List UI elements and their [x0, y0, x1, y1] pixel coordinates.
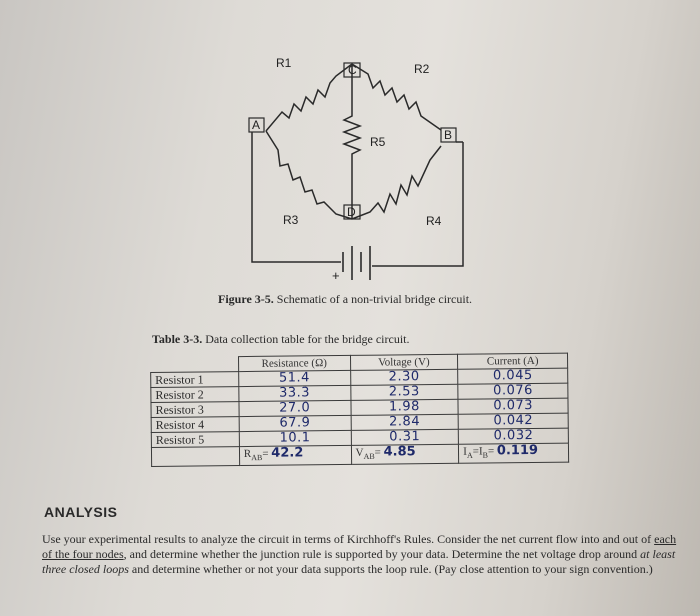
- current-value: 0.045: [492, 367, 533, 384]
- label-r2: R2: [414, 62, 430, 76]
- voltage-value: 2.84: [389, 414, 421, 430]
- resistor-r3: [266, 131, 352, 219]
- label-r3: R3: [283, 213, 299, 227]
- label-r4: R4: [426, 214, 442, 228]
- label-node-a: A: [252, 118, 261, 132]
- row-label: Resistor 3: [151, 402, 239, 418]
- total-resistance-value: 42.2: [271, 445, 304, 461]
- row-label: Resistor 4: [151, 417, 239, 433]
- label-r1: R1: [276, 56, 292, 70]
- table-caption-number: Table 3-3.: [152, 332, 203, 346]
- header-resistance: Resistance (Ω): [238, 355, 350, 371]
- underlined-phrase: each of the four nodes: [42, 532, 677, 561]
- row-label: Resistor 1: [151, 372, 239, 388]
- resistor-r5: [344, 64, 360, 219]
- data-collection-table: [150, 353, 569, 468]
- total-current-cell: $I_A=I_B= 0.119$: [459, 443, 569, 463]
- total-current-value: 0.119: [496, 442, 539, 459]
- current-value: 0.076: [493, 382, 533, 399]
- analysis-heading: ANALYSIS: [44, 504, 118, 520]
- label-node-d: D: [347, 205, 356, 219]
- total-voltage-cell: $V_{AB}= 4.85$: [351, 444, 459, 464]
- table-totals-row: [151, 443, 568, 467]
- label-r5: R5: [370, 135, 386, 149]
- resistor-r1: [266, 64, 352, 131]
- bridge-circuit-schematic: [0, 0, 700, 300]
- header-voltage: Voltage (V): [350, 354, 458, 370]
- header-blank: [151, 357, 239, 373]
- total-voltage-value: 4.85: [383, 444, 416, 460]
- current-value: 0.042: [493, 412, 534, 429]
- total-resistance-cell: $R_{AB}= 42.2$: [239, 445, 351, 465]
- italic-phrase: at least three closed loops: [42, 547, 676, 576]
- figure-caption-number: Figure 3-5.: [218, 292, 274, 306]
- battery-wire-right: [372, 142, 463, 266]
- voltage-value: 1.98: [388, 399, 420, 415]
- resistor-r4: [352, 146, 441, 219]
- resistance-value: 51.4: [278, 370, 310, 386]
- label-battery-plus: +: [332, 268, 340, 283]
- voltage-value: 2.53: [388, 384, 420, 400]
- figure-caption: [218, 292, 472, 307]
- resistance-value: 33.3: [279, 385, 311, 401]
- totals-blank: [151, 447, 239, 467]
- resistance-value: 10.1: [279, 430, 311, 446]
- resistance-value: 67.9: [279, 415, 311, 431]
- label-node-b: B: [444, 128, 453, 142]
- analysis-paragraph: Use your experimental results to analyze the circuit in terms of Kirchhoff's Rules. Consider the net current flow into and out of each of the four nodes, and determine whether the junction rule is supported by your data. Determine the net voltage drop around at least three closed loops and determine whether or not your data supports the loop rule. (Pay close attention to your sign convention.): [42, 532, 677, 576]
- voltage-value: 0.31: [389, 429, 421, 445]
- row-label: Resistor 5: [151, 432, 239, 448]
- table-caption-text: Data collection table for the bridge circuit.: [205, 332, 410, 346]
- label-node-c: C: [348, 63, 357, 77]
- voltage-value: 2.30: [388, 369, 420, 385]
- figure-caption-text: Schematic of a non-trivial bridge circuit.: [276, 292, 473, 306]
- current-value: 0.073: [493, 397, 534, 414]
- resistance-value: 27.0: [279, 400, 311, 416]
- row-label: Resistor 2: [151, 387, 239, 403]
- table-caption: [152, 332, 409, 347]
- header-current: Current (A): [458, 353, 568, 369]
- current-value: 0.032: [493, 427, 534, 444]
- battery-wire-left: [252, 132, 341, 262]
